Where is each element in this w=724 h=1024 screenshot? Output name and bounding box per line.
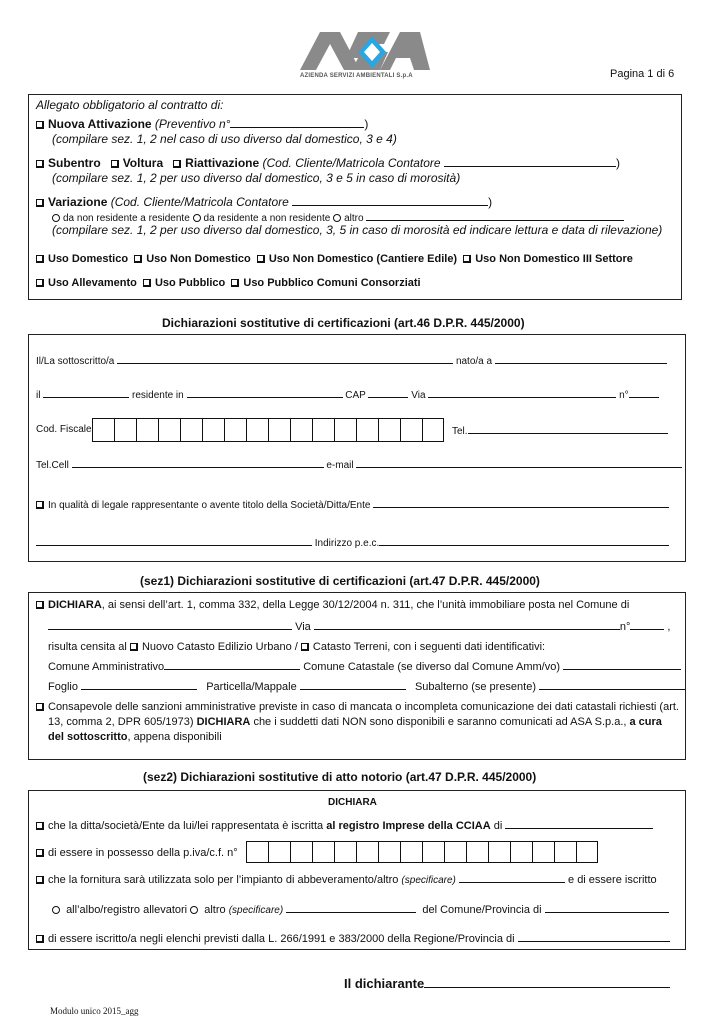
piva-cells[interactable]	[246, 841, 598, 863]
fornitura-field[interactable]	[459, 873, 565, 883]
cod-fiscale-label: Cod. Fiscale	[36, 424, 92, 435]
radio-res-to-non-res[interactable]	[193, 214, 201, 222]
checkbox-uso-cantiere[interactable]	[257, 255, 265, 263]
particella-field[interactable]	[300, 680, 406, 690]
pec-prefix-field[interactable]	[36, 536, 312, 546]
checkbox-sez1-dichiara[interactable]	[36, 601, 44, 609]
sez1-civico-field[interactable]	[630, 620, 664, 630]
sez1-title: (sez1) Dichiarazioni sostitutive di certificazioni (art.47 D.P.R. 445/2000)	[140, 574, 540, 588]
radio-altro[interactable]	[333, 214, 341, 222]
checkbox-fornitura[interactable]	[36, 876, 44, 884]
checkbox-catasto-terreni[interactable]	[301, 643, 309, 651]
cciaa-field[interactable]	[505, 819, 653, 829]
row-sez1-via: Via n° ,	[48, 620, 670, 633]
checkbox-uso-allevamento[interactable]	[36, 279, 44, 287]
sez1-via-field[interactable]	[314, 620, 620, 630]
elenchi-field[interactable]	[518, 932, 670, 942]
row-sottoscritto: Il/La sottoscritto/a nato/a a	[36, 354, 667, 367]
data-nascita-field[interactable]	[43, 388, 129, 398]
row-cell-email: Tel.Cell e-mail	[36, 458, 682, 471]
row-consapevole-1: Consapevole delle sanzioni amministrative previste in caso di mancata o incompleta comunicazione dei dati catastali richiesti (art.	[36, 701, 679, 713]
checkbox-variazione[interactable]	[36, 199, 44, 207]
comune-cat-field[interactable]	[563, 660, 681, 670]
riatt-matricola-field[interactable]	[444, 157, 616, 167]
preventivo-field[interactable]	[230, 118, 364, 128]
checkbox-uso-non-domestico[interactable]	[134, 255, 142, 263]
row-subentro: Subentro Voltura Riattivazione (Cod. Cliente/Matricola Contatore )	[36, 156, 620, 170]
cod-fiscale-cells[interactable]	[92, 418, 444, 442]
page-number: Pagina 1 di 6	[610, 68, 675, 80]
tel-field[interactable]	[468, 424, 668, 434]
company-name: AZIENDA SERVIZI AMBIENTALI S.p.A	[300, 73, 413, 79]
checkbox-piva[interactable]	[36, 849, 44, 857]
nuova-note: (compilare sez. 1, 2 nel caso di uso diverso dal domestico, 3 e 4)	[52, 132, 397, 146]
asa-logo-mark	[300, 28, 430, 72]
sez1-comune-field[interactable]	[48, 620, 292, 630]
var-altro-field[interactable]	[366, 211, 624, 221]
cap-field[interactable]	[368, 388, 408, 398]
checkbox-uso-pubblico[interactable]	[143, 279, 151, 287]
pec-field[interactable]	[379, 536, 669, 546]
checkbox-subentro[interactable]	[36, 160, 44, 168]
firma-field[interactable]	[424, 976, 670, 988]
via-field[interactable]	[428, 388, 616, 398]
row-sez1-catasto: risulta censita al Nuovo Catasto Edilizio Urbano / Catasto Terreni, con i seguenti dati identificativi:	[48, 641, 546, 653]
row-fornitura: che la fornitura sarà utilizzata solo per l’impianto di abbeveramento/altro (specificare) e di essere iscritto	[36, 873, 657, 886]
row-legale: In qualità di legale rappresentante o avente titolo della Società/Ditta/Ente	[36, 498, 669, 511]
residente-field[interactable]	[187, 388, 343, 398]
row-elenchi: di essere iscritto/a negli elenchi previsti dalla L. 266/1991 e 383/2000 della Regione/Provincia di	[36, 932, 670, 945]
row-consapevole-3: del sottoscritto, appena disponibili	[48, 731, 222, 743]
sec46-title: Dichiarazioni sostitutive di certificazioni (art.46 D.P.R. 445/2000)	[162, 316, 525, 330]
row-dichiarante: Il dichiarante	[344, 976, 670, 991]
checkbox-catasto-urbano[interactable]	[130, 643, 138, 651]
sec46-box	[28, 334, 686, 562]
company-logo	[300, 28, 430, 88]
foglio-field[interactable]	[81, 680, 197, 690]
checkbox-elenchi[interactable]	[36, 935, 44, 943]
radio-non-res-to-res[interactable]	[52, 214, 60, 222]
radio-albo-altro[interactable]	[190, 906, 198, 914]
row-sez1-comuni: Comune Amministrativo Comune Catastale (se diverso dal Comune Amm/vo)	[48, 660, 681, 673]
riatt-note: (compilare sez. 1, 2 per uso diverso dal domestico, 3 e 5 in caso di morosità)	[52, 171, 461, 185]
sez2-title: (sez2) Dichiarazioni sostitutive di atto notorio (art.47 D.P.R. 445/2000)	[143, 770, 537, 784]
societa-field[interactable]	[373, 498, 669, 508]
modulo-label: Modulo unico 2015_agg	[50, 1006, 139, 1016]
var-note: (compilare sez. 1, 2 per uso diverso dal domestico, 3, 5 in caso di morosità ed indicare lettura e data di rilevazione)	[52, 223, 663, 237]
email-field[interactable]	[356, 458, 682, 468]
row-variazione-options: da non residente a residente da residente a non residente altro	[52, 211, 624, 224]
sez2-box	[28, 790, 686, 950]
checkbox-cciaa[interactable]	[36, 822, 44, 830]
checkbox-nuova-attivazione[interactable]	[36, 121, 44, 129]
albo-comune-field[interactable]	[545, 903, 669, 913]
piva-label: di essere in possesso della p.iva/c.f. n°	[36, 847, 238, 859]
radio-albo-allevatori[interactable]	[52, 906, 60, 914]
row-consapevole-2: 13, comma 2, DPR 605/1973) DICHIARA che i suddetti dati NON sono disponibili e saranno comunicati ad ASA S.p.a., a cura	[48, 716, 662, 728]
row-uso-1: Uso Domestico Uso Non Domestico Uso Non Domestico (Cantiere Edile) Uso Non Domestico III Settore	[36, 253, 633, 265]
var-matricola-field[interactable]	[292, 196, 488, 206]
sez2-dichiara: DICHIARA	[328, 797, 377, 808]
civico-field[interactable]	[629, 388, 659, 398]
sottoscritto-field[interactable]	[117, 354, 453, 364]
row-uso-2: Uso Allevamento Uso Pubblico Uso Pubblico Comuni Consorziati	[36, 277, 421, 289]
row-sez1-foglio: Foglio Particella/Mappale Subalterno (se presente)	[48, 680, 685, 693]
row-variazione: Variazione (Cod. Cliente/Matricola Contatore )	[36, 195, 492, 209]
row-albo: all’albo/registro allevatori altro (specificare) del Comune/Provincia di	[52, 903, 669, 916]
comune-amm-field[interactable]	[164, 660, 300, 670]
checkbox-uso-domestico[interactable]	[36, 255, 44, 263]
checkbox-riattivazione[interactable]	[173, 160, 181, 168]
checkbox-consapevole[interactable]	[36, 703, 44, 711]
allegato-text: Allegato obbligatorio al contratto di:	[36, 98, 224, 112]
row-residenza: il residente in CAP Via n°	[36, 388, 659, 401]
row-sez1-dichiara: DICHIARA, ai sensi dell’art. 1, comma 332, della Legge 30/12/2004 n. 311, che l’unità immobiliare posta nel Comune di	[36, 599, 629, 611]
albo-altro-field[interactable]	[286, 903, 416, 913]
checkbox-voltura[interactable]	[111, 160, 119, 168]
tel-cell-field[interactable]	[72, 458, 324, 468]
subalterno-field[interactable]	[539, 680, 685, 690]
row-nuova-attivazione: Nuova Attivazione (Preventivo n° )	[36, 117, 368, 131]
row-pec: Indirizzo p.e.c.	[36, 536, 669, 549]
row-tel: Tel.	[452, 424, 668, 437]
checkbox-uso-iii-settore[interactable]	[463, 255, 471, 263]
row-cciaa: che la ditta/società/Ente da lui/lei rappresentata è iscritta al registro Imprese della CCIAA di	[36, 819, 653, 832]
checkbox-uso-consorziati[interactable]	[231, 279, 239, 287]
nato-field[interactable]	[495, 354, 667, 364]
checkbox-legale-rappresentante[interactable]	[36, 501, 44, 509]
